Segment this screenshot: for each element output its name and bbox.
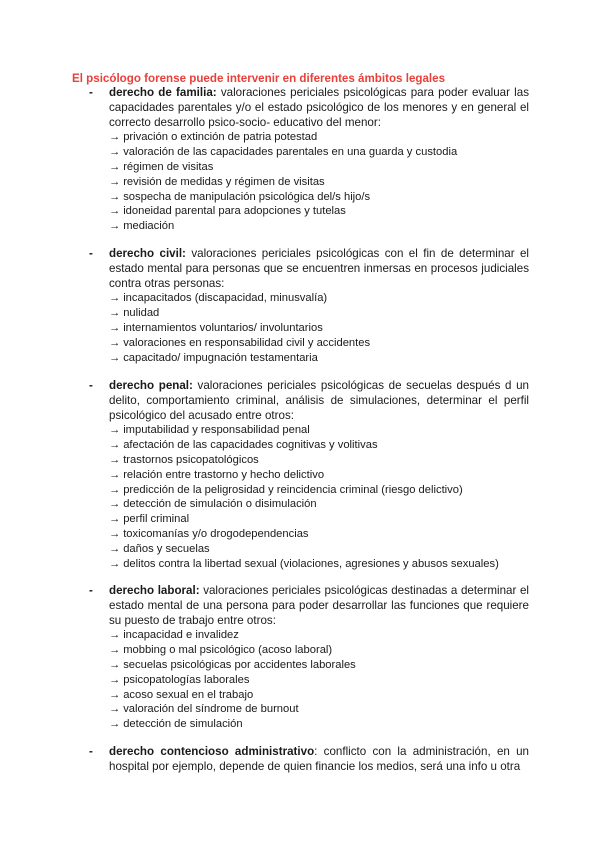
arrow-icon: →: [109, 644, 121, 657]
arrow-icon: →: [109, 205, 121, 218]
list-item: → régimen de visitas: [109, 160, 214, 173]
list-item: → revisión de medidas y régimen de visitas: [109, 175, 325, 188]
list-item: → detección de simulación: [109, 718, 243, 731]
item-list: [109, 291, 529, 365]
section-heading: derecho penal:: [109, 379, 193, 392]
section-intro-text: valoraciones periciales psicológicas para poder evaluar las capacidades parentales y/o el estado psicológico de los menores y en general el correcto desarrollo psico-socio- educativo del menor:: [109, 86, 530, 129]
section-body: [109, 86, 529, 234]
list-item: → daños y secuelas: [109, 542, 210, 555]
list-item: → valoraciones en responsabilidad civil y accidentes: [109, 336, 371, 349]
list-item: → capacitado/ impugnación testamentaria: [109, 351, 318, 364]
section-heading: derecho de familia:: [109, 86, 217, 99]
arrow-icon: →: [109, 424, 121, 437]
item-list: [109, 130, 529, 234]
list-item: → psicopatologías laborales: [109, 673, 250, 686]
arrow-icon: →: [109, 658, 121, 671]
list-item: → secuelas psicológicas por accidentes laborales: [109, 658, 356, 671]
list-item: → mediación: [109, 220, 175, 233]
section-intro: [109, 584, 529, 628]
list-item: → incapacitados (discapacidad, minusvalía): [109, 292, 328, 305]
arrow-icon: →: [109, 629, 121, 642]
arrow-icon: →: [109, 468, 121, 481]
list-item: → sospecha de manipulación psicológica del/s hijo/s: [109, 190, 371, 203]
arrow-icon: →: [109, 160, 121, 173]
list-item: → predicción de la peligrosidad y reincidencia criminal (riesgo delictivo): [109, 483, 463, 496]
arrow-icon: →: [109, 483, 121, 496]
arrow-icon: →: [109, 688, 121, 701]
list-item: → delitos contra la libertad sexual (violaciones, agresiones y abusos sexuales): [109, 557, 499, 570]
list-item: → incapacidad e invalidez: [109, 629, 239, 642]
arrow-icon: →: [109, 703, 121, 716]
arrow-icon: →: [109, 131, 121, 144]
bullet-dash: -: [89, 745, 93, 758]
section-body: [109, 745, 529, 775]
arrow-icon: →: [109, 453, 121, 466]
arrow-icon: →: [109, 351, 121, 364]
section-intro-text: : conflicto con la administración, en un hospital por ejemplo, depende de quien financie los medios, será una info u otra: [109, 745, 529, 773]
list-item: → toxicomanías y/o drogodependencias: [109, 527, 309, 540]
section-body: [109, 584, 529, 732]
list-item: → afectación de las capacidades cognitivas y volitivas: [109, 439, 378, 452]
section-intro: [109, 745, 529, 775]
arrow-icon: →: [109, 146, 121, 159]
arrow-icon: →: [109, 220, 121, 233]
list-item: → valoración de las capacidades parentales en una guarda y custodia: [109, 146, 458, 159]
section-intro: [109, 86, 529, 130]
bullet-dash: -: [89, 379, 93, 392]
bullet-dash: -: [89, 247, 93, 260]
arrow-icon: →: [109, 336, 121, 349]
section-intro-text: valoraciones periciales psicológicas destinadas a determinar el estado mental de una persona para poder desarrollar las funciones que requiere su puesto de trabajo entre otros:: [109, 584, 529, 627]
section-heading: derecho laboral:: [109, 584, 200, 597]
section-intro-text: valoraciones periciales psicológicas con el fin de determinar el estado mental para personas que se encuentren inmersas en procesos judiciales contra otras personas:: [109, 247, 529, 290]
section-heading: derecho civil:: [109, 247, 186, 260]
arrow-icon: →: [109, 307, 121, 320]
list-item: → relación entre trastorno y hecho delictivo: [109, 468, 325, 481]
arrow-icon: →: [109, 190, 121, 203]
arrow-icon: →: [109, 513, 121, 526]
arrow-icon: →: [109, 439, 121, 452]
bullet-dash: -: [89, 584, 93, 597]
section-body: [109, 247, 529, 365]
list-item: → privación o extinción de patria potestad: [109, 131, 318, 144]
list-item: → valoración del síndrome de burnout: [109, 703, 299, 716]
section-intro: [109, 379, 529, 423]
arrow-icon: →: [109, 321, 121, 334]
section-intro-text: valoraciones periciales psicológicas de secuelas después d un delito, comportamiento criminal, análisis de simulaciones, determinar el perfil psicológico del acusado entre otros:: [109, 379, 529, 422]
section-heading: derecho contencioso administrativo: [109, 745, 315, 758]
arrow-icon: →: [109, 718, 121, 731]
item-list: [109, 423, 529, 571]
list-item: → acoso sexual en el trabajo: [109, 688, 254, 701]
arrow-icon: →: [109, 557, 121, 570]
bullet-dash: -: [89, 86, 93, 99]
list-item: → internamientos voluntarios/ involuntarios: [109, 321, 323, 334]
page-title: El psicólogo forense puede intervenir en diferentes ámbitos legales: [72, 72, 446, 85]
list-item: → imputabilidad y responsabilidad penal: [109, 424, 310, 437]
list-item: → trastornos psicopatológicos: [109, 453, 259, 466]
arrow-icon: →: [109, 175, 121, 188]
arrow-icon: →: [109, 498, 121, 511]
list-item: → idoneidad parental para adopciones y tutelas: [109, 205, 346, 218]
section-intro: [109, 247, 529, 291]
list-item: → detección de simulación o disimulación: [109, 498, 317, 511]
arrow-icon: →: [109, 542, 121, 555]
item-list: [109, 628, 529, 732]
section-body: [109, 379, 529, 571]
list-item: → mobbing o mal psicológico (acoso laboral): [109, 644, 333, 657]
list-item: → perfil criminal: [109, 513, 190, 526]
arrow-icon: →: [109, 292, 121, 305]
arrow-icon: →: [109, 673, 121, 686]
arrow-icon: →: [109, 527, 121, 540]
list-item: → nulidad: [109, 307, 160, 320]
